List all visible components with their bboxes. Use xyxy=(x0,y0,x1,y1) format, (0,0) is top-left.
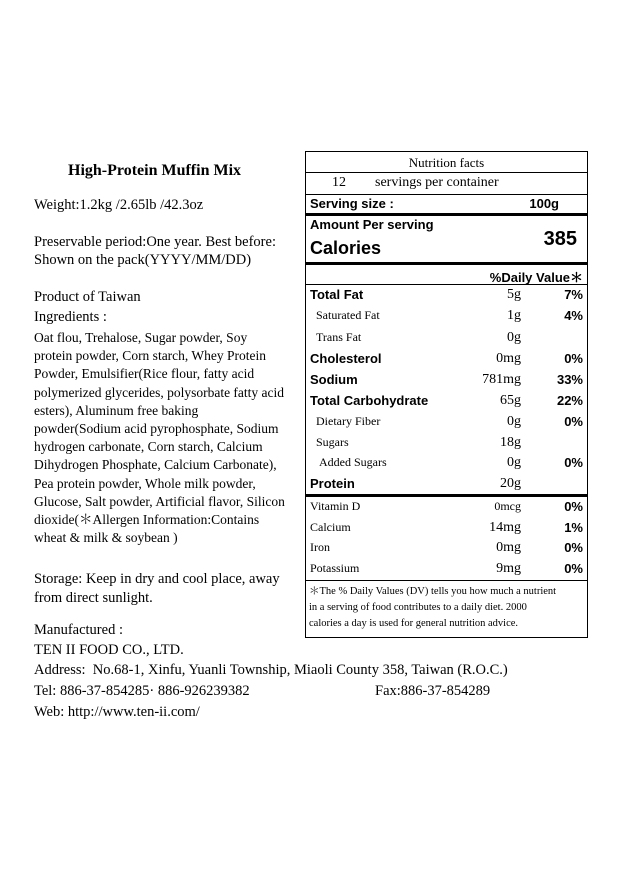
nutrition-title: Nutrition facts xyxy=(408,155,485,170)
ingredients-line: wheat & milk & soybean ) xyxy=(34,530,178,546)
mineral-dv: 0% xyxy=(564,540,583,555)
nutrient-amount: 0g xyxy=(507,414,521,429)
nutrient-amount: 18g xyxy=(500,435,521,450)
nutrient-row xyxy=(306,414,587,434)
nutrient-label: Saturated Fat xyxy=(316,308,380,322)
company-tel: Tel: 886-37-854285· 886-926239382 xyxy=(34,683,250,699)
ingredients-line: Oat flou, Trehalose, Sugar powder, Soy xyxy=(34,330,248,345)
ingredients-line: Dihydrogen Phosphate, Calcium Carbonate), xyxy=(34,457,277,473)
company-web: Web: http://www.ten-ii.com/ xyxy=(34,704,200,720)
nutrient-dv: 7% xyxy=(564,287,583,302)
ingredients-line: Glucose, Salt powder, Artificial flavor, Silicon xyxy=(34,493,285,509)
nutrient-amount: 5g xyxy=(507,287,521,302)
nutrient-amount: 0g xyxy=(507,330,521,345)
nutrient-row xyxy=(306,308,587,328)
mineral-label: Calcium xyxy=(310,520,351,534)
nutrient-amount: 65g xyxy=(500,393,521,408)
footnote xyxy=(309,584,583,632)
mineral-label: Vitamin D xyxy=(310,499,361,513)
nutrient-row xyxy=(306,455,587,475)
ingredients-line: Pea protein powder, Whole milk powder, xyxy=(34,475,256,491)
ingredients-line: hydrogen carbonate, Corn starch, Calcium xyxy=(34,439,263,455)
preservable-line-1: Preservable period:One year. Best before: xyxy=(34,234,276,250)
company-address: Address: No.68-1, Xinfu, Yuanli Township, Miaoli County 358, Taiwan (R.O.C.) xyxy=(34,662,508,678)
divider-thick xyxy=(306,262,587,265)
nutrient-label: Sodium xyxy=(310,372,358,387)
origin-text: Product of Taiwan xyxy=(34,289,141,305)
mineral-amount: 0mg xyxy=(496,540,521,555)
company-fax: Fax:886-37-854289 xyxy=(375,683,491,699)
nutrient-label: Protein xyxy=(310,476,355,491)
servings-label: servings per container xyxy=(375,175,499,190)
nutrient-amount: 20g xyxy=(500,476,521,491)
nutrient-amount: 0g xyxy=(507,455,521,470)
storage-line-1: Storage: Keep in dry and cool place, away xyxy=(34,571,280,587)
mineral-amount: 9mg xyxy=(496,561,521,576)
mineral-dv: 0% xyxy=(564,561,583,576)
divider xyxy=(306,172,587,173)
ingredients-line: protein powder, Corn starch, Whey Protein xyxy=(34,348,267,364)
nutrient-row xyxy=(306,287,587,307)
ingredients-label: Ingredients : xyxy=(34,309,107,325)
nutrient-amount: 0mg xyxy=(496,351,521,366)
ingredients-line: powder(Sodium acid pyrophosphate, Sodium xyxy=(34,421,279,437)
daily-value-header: %Daily Value＊ xyxy=(489,270,583,285)
divider xyxy=(306,284,587,285)
preservable-line-2: Shown on the pack(YYYY/MM/DD) xyxy=(34,252,252,268)
mineral-amount: 0mcg xyxy=(494,499,521,513)
footnote-line: ＊The % Daily Values (DV) tells you how much a nutrient xyxy=(309,586,557,597)
nutrient-amount: 1g xyxy=(507,308,521,323)
nutrient-dv: 0% xyxy=(564,455,583,470)
amount-per-serving-label: Amount Per serving xyxy=(310,217,434,232)
nutrient-label: Cholesterol xyxy=(310,351,382,366)
product-title: High-Protein Muffin Mix xyxy=(68,162,242,179)
servings-row xyxy=(306,175,587,193)
footnote-line: calories a day is used for general nutrition advice. xyxy=(309,618,519,629)
nutrient-dv: 4% xyxy=(564,308,583,323)
nutrition-facts-panel xyxy=(305,151,588,638)
nutrient-row xyxy=(306,435,587,455)
serving-size-value: 100g xyxy=(529,196,559,211)
calories-row xyxy=(306,228,587,264)
footnote-line: in a serving of food contributes to a daily diet. 2000 xyxy=(309,602,527,613)
nutrient-dv: 0% xyxy=(564,414,583,429)
mineral-dv: 0% xyxy=(564,499,583,514)
nutrient-amount: 781mg xyxy=(482,372,521,387)
nutrient-row xyxy=(306,393,587,413)
divider-thick xyxy=(306,213,587,216)
divider xyxy=(306,194,587,195)
manufactured-label: Manufactured : xyxy=(34,622,123,638)
ingredients-line: esters), Aluminum free baking xyxy=(34,402,199,418)
ingredients-line: polymerized glycerides, polysorbate fatty acid xyxy=(34,384,285,400)
mineral-row xyxy=(306,561,587,581)
serving-size-row xyxy=(306,196,587,214)
nutrient-label: Added Sugars xyxy=(319,455,387,469)
nutrient-label: Trans Fat xyxy=(316,330,362,344)
nutrient-dv: 0% xyxy=(564,351,583,366)
serving-size-label: Serving size : xyxy=(310,196,394,211)
nutrient-row xyxy=(306,476,587,496)
servings-count: 12 xyxy=(332,175,346,190)
divider-thick xyxy=(306,494,587,497)
mineral-label: Potassium xyxy=(310,561,360,575)
nutrient-row xyxy=(306,372,587,392)
nutrient-dv: 33% xyxy=(556,372,583,387)
nutrient-row xyxy=(306,330,587,350)
weight-text: Weight:1.2kg /2.65lb /42.3oz xyxy=(34,197,204,213)
calories-value: 385 xyxy=(543,228,577,250)
ingredients-line: Powder, Emulsifier(Rice flour, fatty acid xyxy=(34,366,255,382)
ingredients-line: dioxide(＊Allergen Information:Contains xyxy=(34,512,260,528)
nutrient-label: Total Fat xyxy=(310,287,364,302)
nutrient-label: Total Carbohydrate xyxy=(310,393,429,408)
mineral-label: Iron xyxy=(310,540,330,554)
daily-value-header-row xyxy=(306,267,587,285)
calories-label: Calories xyxy=(310,238,382,258)
nutrient-row xyxy=(306,351,587,371)
nutrient-label: Sugars xyxy=(316,435,349,449)
nutrient-dv: 22% xyxy=(556,393,583,408)
mineral-row xyxy=(306,520,587,540)
mineral-dv: 1% xyxy=(564,520,583,535)
nutrient-label: Dietary Fiber xyxy=(316,414,381,428)
divider xyxy=(306,580,587,581)
storage-line-2: from direct sunlight. xyxy=(34,590,153,606)
mineral-row xyxy=(306,499,587,519)
company-name: TEN II FOOD CO., LTD. xyxy=(34,642,184,658)
ingredients-list xyxy=(34,329,309,547)
mineral-amount: 14mg xyxy=(489,520,521,535)
mineral-row xyxy=(306,540,587,560)
